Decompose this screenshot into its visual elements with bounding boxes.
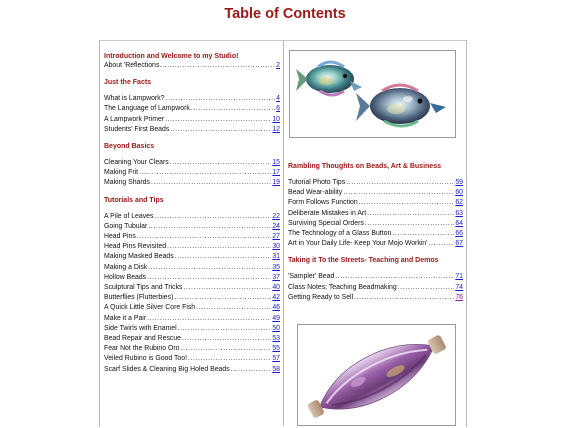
toc-entry-title: Students' First Beads xyxy=(104,125,170,133)
toc-entry-title: Making Shards xyxy=(104,179,150,187)
dot-leader xyxy=(365,219,455,229)
dot-leader xyxy=(231,365,272,375)
page-link[interactable]: 31 xyxy=(272,253,280,261)
toc-entry[interactable] xyxy=(104,168,280,178)
page-link[interactable]: 12 xyxy=(272,125,280,133)
page-link[interactable]: 30 xyxy=(272,243,280,251)
dot-leader xyxy=(151,178,271,188)
toc-entry[interactable] xyxy=(288,239,463,249)
toc-entry-title: A Quick Little Silver Core Fish xyxy=(104,304,196,312)
toc-entry-title: Art in Your Daily Life- Keep Your Mojo Workin' xyxy=(288,240,428,248)
page-link[interactable]: 67 xyxy=(455,240,463,248)
toc-entry[interactable] xyxy=(104,252,280,262)
toc-entry-title: The Technology of a Glass Button xyxy=(288,230,392,238)
toc-entry[interactable] xyxy=(288,198,463,208)
toc-entry-title: A Pile of Leaves xyxy=(104,212,154,220)
toc-entry[interactable] xyxy=(104,222,280,232)
toc-entry-title: Class Notes; Teaching Beadmaking xyxy=(288,283,397,291)
toc-entry[interactable] xyxy=(104,158,280,168)
page-link[interactable]: 60 xyxy=(455,189,463,197)
toc-entry[interactable] xyxy=(288,272,463,282)
dot-leader xyxy=(170,158,272,168)
page-link[interactable]: 57 xyxy=(272,355,280,363)
toc-entry-title: Getting Ready to Sell xyxy=(288,293,354,301)
toc-entry[interactable] xyxy=(104,178,280,188)
toc-entry-title: Cleaning Your Clears xyxy=(104,159,169,167)
dot-leader xyxy=(174,293,271,303)
section-heading-just-the-facts: Just the Facts xyxy=(104,79,152,87)
page-link[interactable]: 55 xyxy=(272,345,280,353)
toc-entry-title: Making Frit xyxy=(104,169,139,177)
toc-entry-title: Head Pins xyxy=(104,233,136,241)
toc-entry-title: Surviving Special Orders xyxy=(288,219,364,227)
section-heading-beyond-basics: Beyond Basics xyxy=(104,143,155,151)
page-link[interactable]: 49 xyxy=(272,314,280,322)
glass-tube-bead-illustration xyxy=(298,325,455,425)
dot-leader xyxy=(147,273,271,283)
toc-entry-title: Side Twirls with Enamel xyxy=(104,324,177,332)
toc-entry[interactable] xyxy=(288,178,463,188)
toc-entry-title: Veiled Rubino is Good Too! xyxy=(104,355,187,363)
page-link[interactable]: 46 xyxy=(272,304,280,312)
dot-leader xyxy=(166,94,276,104)
toc-entry-title: About 'Reflections. xyxy=(104,62,162,69)
page-link[interactable]: 4 xyxy=(276,95,280,103)
toc-entry-title: Sculptural Tips and Tricks xyxy=(104,284,183,292)
toc-entry[interactable] xyxy=(104,344,280,354)
glass-fish-beads-illustration xyxy=(290,51,455,137)
toc-entry[interactable] xyxy=(288,283,463,293)
page-link[interactable]: 10 xyxy=(272,115,280,123)
toc-entry-title: Fear Not the Rubino Oro xyxy=(104,345,180,353)
page-link[interactable]: 74 xyxy=(455,283,463,291)
page-link[interactable]: 17 xyxy=(272,169,280,177)
page-link[interactable]: 64 xyxy=(455,219,463,227)
dot-leader xyxy=(148,263,271,273)
toc-entry[interactable] xyxy=(104,273,280,283)
page-link[interactable]: 2 xyxy=(276,62,280,69)
fish-beads-image xyxy=(289,50,456,138)
toc-entry[interactable] xyxy=(104,293,280,303)
page-link[interactable]: 37 xyxy=(272,273,280,281)
dot-leader xyxy=(162,61,275,71)
toc-entry[interactable] xyxy=(104,125,280,135)
toc-entry-title: Make it a Pair xyxy=(104,314,147,322)
dot-leader xyxy=(398,283,455,293)
page-link[interactable]: 63 xyxy=(455,209,463,217)
toc-entry[interactable] xyxy=(104,242,280,252)
toc-entry-title: Bead Wear-ability xyxy=(288,189,343,197)
dot-leader xyxy=(154,212,271,222)
toc-entry[interactable] xyxy=(104,334,280,344)
toc-entry-title: A Lampwork Primer xyxy=(104,115,165,123)
dot-leader xyxy=(196,303,271,313)
dot-leader xyxy=(367,209,454,219)
toc-entry[interactable] xyxy=(104,61,280,71)
toc-entry[interactable] xyxy=(104,232,280,242)
dot-leader xyxy=(188,354,271,364)
toc-entry-title: The Language of Lampwork xyxy=(104,105,190,113)
dot-leader xyxy=(178,324,272,334)
page-link[interactable]: 15 xyxy=(272,159,280,167)
dot-leader xyxy=(359,198,455,208)
toc-entry-title: Making a Disk xyxy=(104,263,148,271)
toc-entry[interactable] xyxy=(104,283,280,293)
dot-leader xyxy=(354,293,454,303)
toc-entry-title: Tutorial Photo Tips xyxy=(288,179,346,186)
tube-bead-image xyxy=(297,324,456,426)
section-heading-introduction: Introduction and Welcome to my Studio! xyxy=(104,53,239,60)
toc-entry[interactable] xyxy=(104,263,280,273)
column-divider xyxy=(283,40,284,426)
page-link[interactable]: 24 xyxy=(272,222,280,230)
dot-leader xyxy=(139,168,271,178)
toc-entry[interactable] xyxy=(104,115,280,125)
toc-entry[interactable] xyxy=(104,94,280,104)
toc-entry[interactable] xyxy=(288,229,463,239)
toc-entry[interactable] xyxy=(104,324,280,334)
toc-right-column xyxy=(288,162,463,303)
toc-entry-title: What is Lampwork? xyxy=(104,95,165,103)
toc-entry-title: Hollow Beads xyxy=(104,273,147,281)
page-link[interactable]: 22 xyxy=(272,212,280,220)
page-link[interactable]: 40 xyxy=(272,284,280,292)
toc-entry[interactable] xyxy=(104,104,280,114)
page-link[interactable]: 42 xyxy=(272,294,280,302)
page-link[interactable]: 76 xyxy=(455,293,463,301)
page-link[interactable]: 50 xyxy=(272,324,280,332)
dot-leader xyxy=(167,242,271,252)
page-link[interactable]: 66 xyxy=(455,230,463,238)
toc-entry[interactable] xyxy=(288,219,463,229)
page-link[interactable]: 53 xyxy=(272,335,280,343)
section-heading-tutorials: Tutorials and Tips xyxy=(104,196,164,204)
dot-leader xyxy=(428,239,454,249)
page-link[interactable]: 6 xyxy=(276,105,280,113)
dot-leader xyxy=(182,334,271,344)
page-link[interactable]: 62 xyxy=(455,199,463,207)
toc-left-column xyxy=(104,52,280,375)
toc-entry-title: Form Follows Function xyxy=(288,199,358,207)
dot-leader xyxy=(147,314,271,324)
dot-leader xyxy=(343,188,454,198)
toc-entry[interactable] xyxy=(104,314,280,324)
toc-entry-title: 'Sampler' Bead xyxy=(288,273,335,281)
page-link[interactable]: 19 xyxy=(272,179,280,187)
toc-entry[interactable] xyxy=(104,303,280,313)
toc-entry[interactable] xyxy=(104,365,280,375)
dot-leader xyxy=(184,283,272,293)
dot-leader xyxy=(346,178,454,188)
page-title: Table of Contents xyxy=(224,6,346,22)
page-link[interactable]: 35 xyxy=(272,263,280,271)
dot-leader xyxy=(165,115,271,125)
toc-entry[interactable] xyxy=(288,293,463,303)
toc-entry-title: Scarf Slides & Cleaning Big Holed Beads xyxy=(104,365,230,373)
toc-entry-title: Deliberate Mistakes in Art xyxy=(288,209,367,217)
toc-entry-title: Butterflies (Flutterbies) xyxy=(104,294,174,302)
toc-entry-title: Bead Repair and Rescue xyxy=(104,335,181,343)
toc-entry-title: Making Masked Beads xyxy=(104,253,174,261)
dot-leader xyxy=(175,252,272,262)
toc-entry-title: Going Tubular xyxy=(104,222,148,230)
dot-leader xyxy=(170,125,271,135)
toc-entry[interactable] xyxy=(104,354,280,364)
dot-leader xyxy=(137,232,272,242)
page-link[interactable]: 58 xyxy=(272,365,280,373)
toc-entry[interactable] xyxy=(288,209,463,219)
toc-entry[interactable] xyxy=(288,188,463,198)
section-heading-teaching-demos: Taking it To the Streets- Teaching and Demos xyxy=(288,257,439,265)
page-link[interactable]: 71 xyxy=(455,273,463,281)
dot-leader xyxy=(335,272,454,282)
page-link[interactable]: 59 xyxy=(455,179,463,186)
dot-leader xyxy=(191,104,275,114)
dot-leader xyxy=(180,344,271,354)
toc-entry[interactable] xyxy=(104,212,280,222)
dot-leader xyxy=(392,229,454,239)
page-link[interactable]: 27 xyxy=(272,233,280,241)
section-heading-rambling-thoughts: Rambling Thoughts on Beads, Art & Business xyxy=(288,163,441,170)
dot-leader xyxy=(148,222,271,232)
toc-entry-title: Head Pins Revisited xyxy=(104,243,167,251)
